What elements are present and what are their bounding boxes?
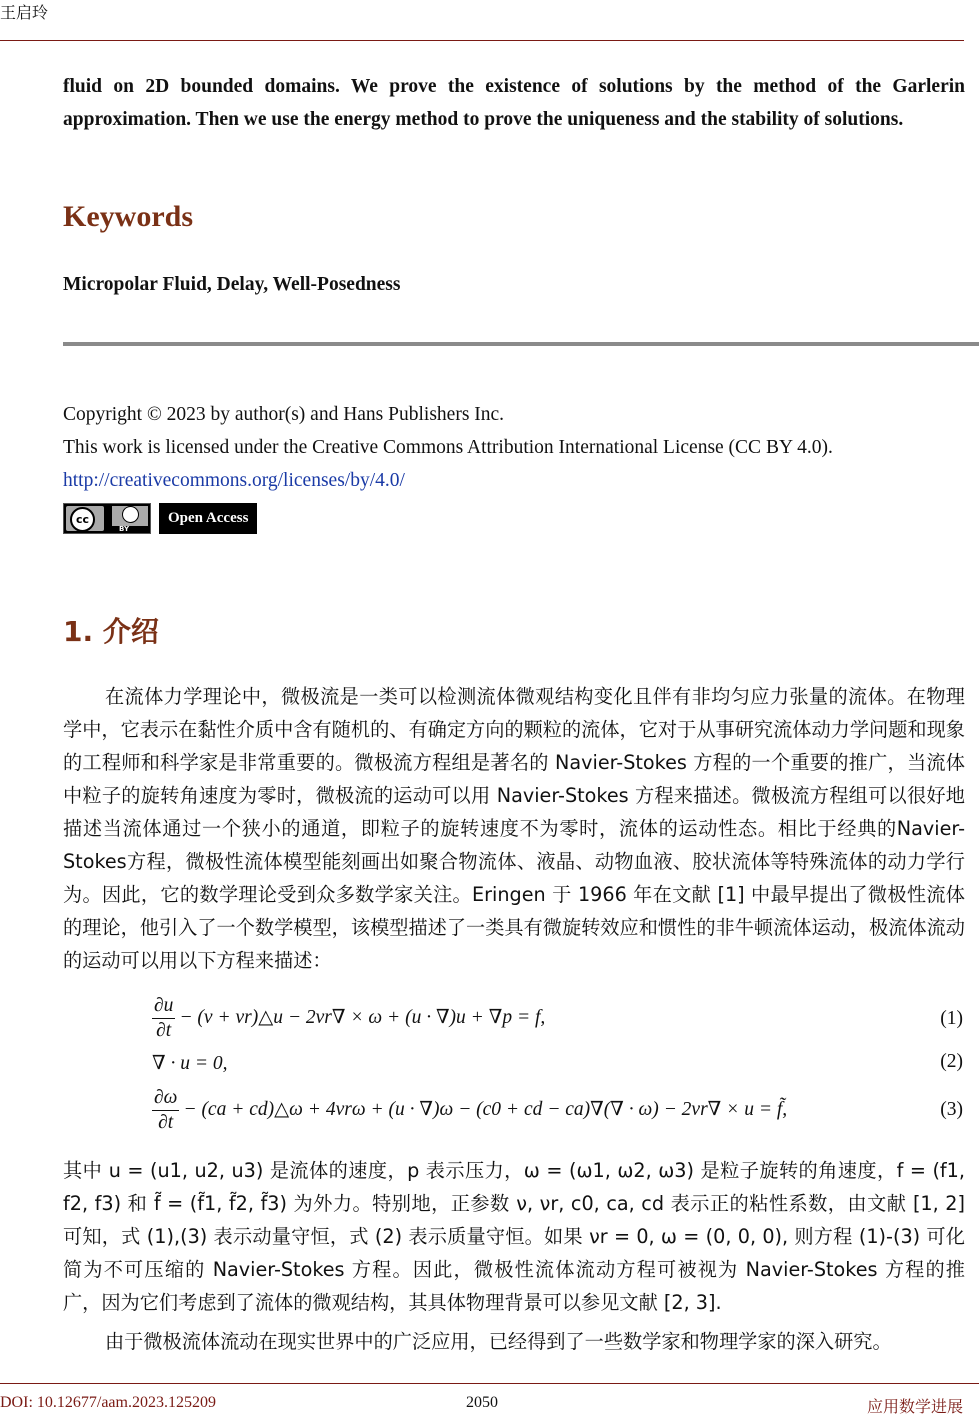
intro-paragraph-2: 其中 u = (u1, u2, u3) 是流体的速度，p 表示压力，ω = (ω1, ω2, ω3) 是粒子旋转的角速度，f = (f1, f2, f3) 和 f̃ = (f̃1, f̃2, f̃3) 为外力。特别地，正参数 ν, νr, c0, ca, cd 表示正的粘性系数，由文献 [1, 2] 可知，式 (1),(3) 表示动量守恒，式 (2) 表示质量守恒。如果 νr = 0, ω = (0, 0, 0), 则方程 (1)-(3) 可化简为不可压缩的 Navier-Stokes 方程。因此，微极性流体流动方程可被视为 Navier-Stokes 方程的推广，因为它们考虑到了流体的微观结构，其具体物理背景可以参见文献 [2, 3]. (63, 1159, 965, 1314)
eq1-fraction: $\frac{\partial u}{\partial t}$ (154, 995, 174, 1041)
equation-3-number: (3) (940, 1099, 963, 1120)
cc-icon: cc (70, 507, 95, 532)
license-badges (63, 503, 257, 534)
license-line: This work is licensed under the Creative Commons Attribution International License (CC BY 4.0). (63, 437, 833, 458)
equation-2: ∇ · u = 0, (152, 1053, 228, 1074)
equation-1-number: (1) (940, 1008, 963, 1029)
equation-1 (152, 994, 545, 1043)
keywords-text: Micropolar Fluid, Delay, Well-Posedness (63, 274, 401, 295)
by-label: BY (119, 525, 130, 533)
intro-paragraph-3: 由于微极流体流动在现实世界中的广泛应用，已经得到了一些数学家和物理学家的深入研究。 (105, 1330, 892, 1353)
equation-2-number: (2) (940, 1051, 963, 1072)
section-heading: 1. 介绍 (63, 615, 159, 648)
eq3-body: − (ca + cd)△ω + 4νrω + (u · ∇)ω − (c0 + cd − ca)∇(∇ · ω) − 2νr∇ × u = f̃, (183, 1098, 788, 1120)
footer-doi[interactable]: DOI: 10.12677/aam.2023.125209 (0, 1394, 216, 1411)
eq3-fraction: $\frac{\partial\omega}{\partial t}$ (154, 1087, 178, 1133)
header-rule (0, 40, 964, 41)
copyright-block (63, 398, 973, 497)
eq1-body: − (ν + νr)△u − 2νr∇ × ω + (u · ∇)u + ∇p = f, (179, 1006, 546, 1028)
license-link[interactable]: http://creativecommons.org/licenses/by/4.0/ (63, 470, 405, 491)
running-header-author: 王启玲 (0, 5, 49, 22)
footer-page-number: 2050 (466, 1394, 498, 1411)
copyright-line: Copyright © 2023 by author(s) and Hans Publishers Inc. (63, 404, 505, 425)
footer-journal: 应用数学进展 (866, 1399, 963, 1416)
attribution-person-icon (122, 506, 139, 523)
open-access-badge[interactable]: Open Access (159, 503, 257, 534)
section-divider (63, 342, 979, 346)
abstract-text: fluid on 2D bounded domains. We prove the existence of solutions by the method of the Garlerin approximation. Then we use the energy method to prove the uniqueness and the stability of solutions. (63, 76, 965, 130)
equation-3 (152, 1086, 787, 1135)
footer-rule (0, 1383, 979, 1384)
intro-paragraph-1: 在流体力学理论中，微极流是一类可以检测流体微观结构变化且伴有非均匀应力张量的流体。在物理学中，它表示在黏性介质中含有随机的、有确定方向的颗粒的流体，它对于从事研究流体动力学问题和现象的工程师和科学家是非常重要的。微极流方程组是著名的 Navier-Stokes 方程的一个重要的推广，当流体中粒子的旋转角速度为零时，微极流的运动可以用 Navier-Stokes 方程来描述。微极流方程组可以很好地描述当流体通过一个狭小的通道，即粒子的旋转速度不为零时，流体的运动性态。相比于经典的Navier-Stokes方程，微极性流体模型能刻画出如聚合物流体、液晶、动物血液、胶状流体等特殊流体的动力学行为。因此，它的数学理论受到众多数学家关注。Eringen 于 1966 年在文献 [1] 中最早提出了微极性流体的理论，他引入了一个数学模型，该模型描述了一类具有微旋转效应和惯性的非牛顿流体运动，极流体流动的运动可以用以下方程来描述： (63, 685, 965, 972)
cc-by-badge[interactable] (63, 503, 151, 534)
keywords-heading: Keywords (63, 200, 193, 233)
